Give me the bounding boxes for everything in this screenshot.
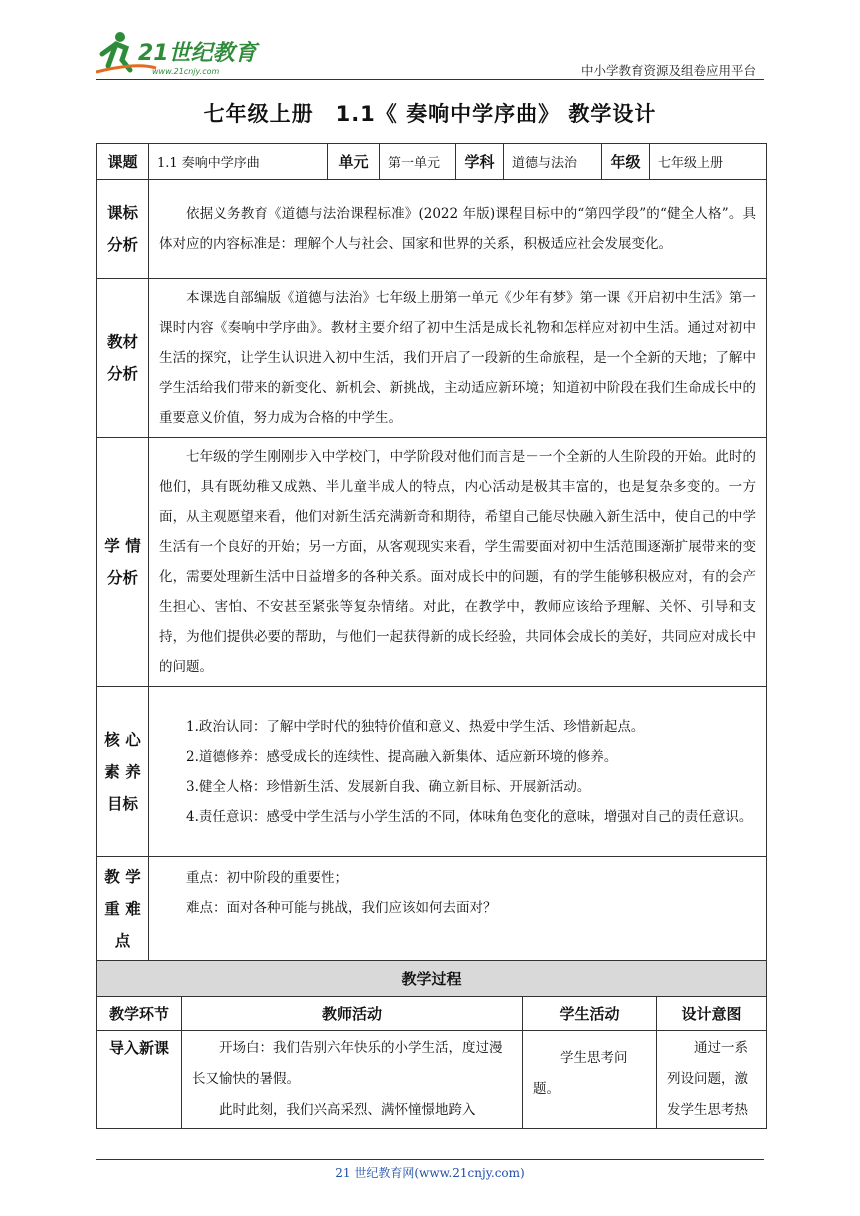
site-logo: [96, 28, 266, 78]
footer-divider: [96, 1159, 764, 1160]
curriculum-text: 依据义务教育《道德与法治课程标准》(2022 年版)课程目标中的“第四学段”的“健全人格”。具体对应的内容标准是：理解个人与社会、国家和世界的关系，积极适应社会发展变化。: [149, 180, 767, 279]
process-table: [96, 960, 767, 1129]
literacy-item: 1.政治认同：了解中学时代的独特价值和意义、热爱中学生活、珍惜新起点。: [186, 718, 645, 735]
curriculum-label: 课标 分析: [97, 180, 149, 279]
process-title: 教学过程: [97, 961, 767, 997]
literacy-label: 核 心 素 养 目标: [97, 687, 149, 857]
column-teacher: 教师活动: [182, 997, 523, 1031]
literacy-item: 4.责任意识：感受中学生活与小学生活的不同，体味角色变化的意味，增强对自己的责任意识。: [186, 808, 753, 825]
students-label: 学 情 分析: [97, 438, 149, 687]
intent-cell: 通过一系列设问题，激发学生思考热: [657, 1031, 767, 1129]
literacy-row: [97, 687, 767, 857]
grade-value: 七年级上册: [650, 144, 767, 180]
topic-label: 课题: [97, 144, 149, 180]
students-row: [97, 438, 767, 687]
stage-cell: 导入新课: [97, 1031, 182, 1129]
runner-logo-icon: [96, 28, 266, 78]
subject-value: 道德与法治: [504, 144, 602, 180]
lesson-info-table: [96, 143, 767, 961]
column-student: 学生活动: [523, 997, 657, 1031]
textbook-text: 本课选自部编版《道德与法治》七年级上册第一单元《少年有梦》第一课《开启初中生活》第一课时内容《奏响中学序曲》。教材主要介绍了初中生活是成长礼物和怎样应对初中生活。通过对初中生活的探究，让学生认识进入初中生活，我们开启了一段新的生命旅程，是一个全新的天地；了解中学生活给我们带来的新变化、新机会、新挑战，主动适应新环境；知道初中阶段在我们生命成长中的重要意义价值，努力成为合格的中学生。: [149, 279, 767, 438]
focus-label: 教 学 重 难 点: [97, 857, 149, 961]
students-text: 七年级的学生刚刚步入中学校门，中学阶段对他们而言是－一个全新的人生阶段的开始。此时的他们，具有既幼稚又成熟、半儿童半成人的特点，内心活动是极其丰富的，也是复杂多变的。一方面，从主观愿望来看，他们对新生活充满新奇和期待，希望自己能尽快融入新生活中，使自己的中学生活有一个良好的开始；另一方面，从客观现实来看，学生需要面对初中生活范围逐渐扩展带来的变化，需要处理新生活中日益增多的各种关系。面对成长中的问题，有的学生能够积极应对，有的会产生担心、害怕、不安甚至紧张等复杂情绪。对此，在教学中，教师应该给予理解、关怀、引导和支持，为他们提供必要的帮助，与他们一起获得新的成长经验，共同体会成长的美好，共同应对成长中的问题。: [149, 438, 767, 687]
focus-item: 难点：面对各种可能与挑战，我们应该如何去面对？: [186, 900, 497, 916]
focus-row: [97, 857, 767, 961]
column-stage: 教学环节: [97, 997, 182, 1031]
unit-value: 第一单元: [380, 144, 456, 180]
literacy-goals: [149, 687, 767, 857]
column-intent: 设计意图: [657, 997, 767, 1031]
topic-value: 1.1 奏响中学序曲: [149, 144, 328, 180]
document-title: 七年级上册 1.1《 奏响中学序曲》 教学设计: [203, 102, 657, 126]
focus-text: [149, 857, 767, 961]
teacher-cell: 开场白：我们告别六年快乐的小学生活，度过漫长又愉快的暑假。 此时此刻，我们兴高采烈、满怀憧憬地跨入: [182, 1031, 523, 1129]
process-header-row: [97, 997, 767, 1031]
curriculum-row: [97, 180, 767, 279]
platform-name: 中小学教育资源及组卷应用平台: [580, 63, 756, 78]
process-row: [97, 1031, 767, 1129]
header-divider: [96, 79, 764, 80]
literacy-item: 3.健全人格：珍惜新生活、发展新自我、确立新目标、开展新活动。: [186, 778, 591, 795]
footer-link[interactable]: 21 世纪教育网(www.21cnjy.com): [335, 1166, 525, 1180]
textbook-row: [97, 279, 767, 438]
literacy-item: 2.道德修养：感受成长的连续性、提高融入新集体、适应新环境的修养。: [186, 748, 618, 765]
textbook-label: 教材 分析: [97, 279, 149, 438]
unit-label: 单元: [328, 144, 380, 180]
focus-item: 重点：初中阶段的重要性；: [186, 870, 348, 886]
info-row: [97, 144, 767, 180]
student-cell: 学生思考问题。: [523, 1031, 657, 1129]
svg-text:www.21cnjy.com: www.21cnjy.com: [152, 67, 220, 76]
grade-label: 年级: [602, 144, 650, 180]
svg-text:21世纪教育: 21世纪教育: [138, 41, 257, 66]
subject-label: 学科: [456, 144, 504, 180]
